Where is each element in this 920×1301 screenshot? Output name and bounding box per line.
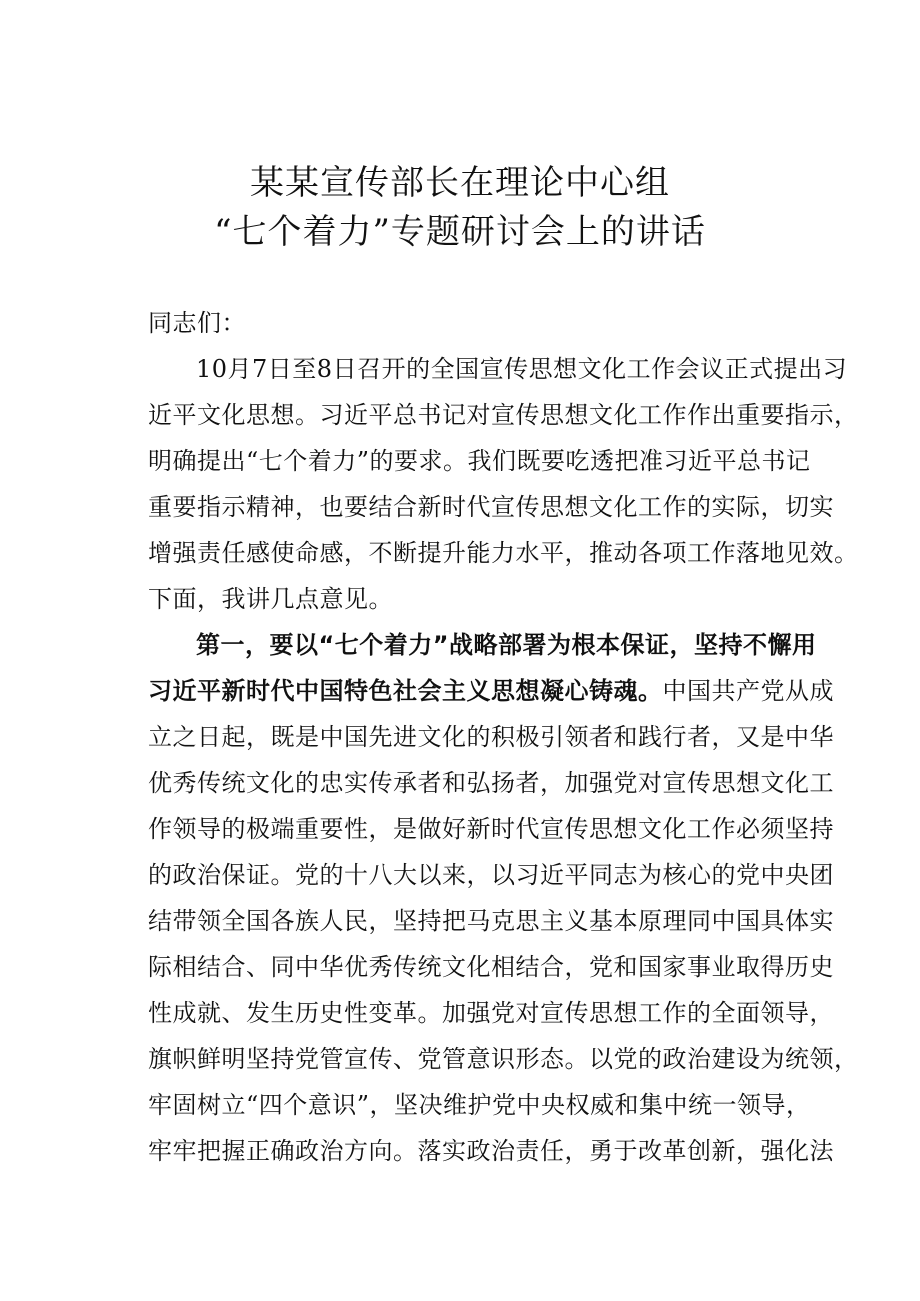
document-title-line-2: “七个着力”专题研讨会上的讲话 (214, 212, 706, 252)
paragraph-1-line: 10月7日至8日召开的全国宣传思想文化工作会议正式提出习 (196, 355, 848, 383)
salutation: 同志们： (148, 309, 246, 337)
paragraph-2-line: 结带领全国各族人民，坚持把马克思主义基本原理同中国具体实 (148, 907, 834, 935)
paragraph-2-line: 的政治保证。党的十八大以来，以习近平同志为核心的党中央团 (148, 861, 834, 889)
paragraph-2-heading-bold: 习近平新时代中国特色社会主义思想凝心铸魂。 (148, 677, 663, 705)
paragraph-1-line: 增强责任感使命感，不断提升能力水平，推动各项工作落地见效。 (148, 539, 859, 567)
paragraph-1-line: 下面，我讲几点意见。 (148, 585, 393, 613)
paragraph-1-line: 近平文化思想。习近平总书记对宣传思想文化工作作出重要指示， (148, 401, 859, 429)
paragraph-2-line: 旗帜鲜明坚持党管宣传、党管意识形态。以党的政治建设为统领， (148, 1045, 859, 1073)
paragraph-1-line: 重要指示精神，也要结合新时代宣传思想文化工作的实际，切实 (148, 493, 834, 521)
paragraph-2-text: 中国共产党从成 (662, 677, 834, 705)
paragraph-2-line: 际相结合、同中华优秀传统文化相结合，党和国家事业取得历史 (148, 953, 834, 981)
paragraph-2-line: 立之日起，既是中国先进文化的积极引领者和践行者，又是中华 (148, 723, 834, 751)
paragraph-2-line: 优秀传统文化的忠实传承者和弘扬者，加强党对宣传思想文化工 (148, 769, 834, 797)
paragraph-2-line: 性成就、发生历史性变革。加强党对宣传思想工作的全面领导， (148, 999, 834, 1027)
document-title-line-1: 某某宣传部长在理论中心组 (250, 163, 670, 203)
paragraph-1 (148, 346, 859, 622)
paragraph-2-heading-line (148, 622, 817, 668)
document-body (148, 300, 859, 1174)
paragraph-2-heading-line (148, 668, 834, 714)
paragraph-2-heading-bold: 第一，要以“七个着力”战略部署为根本保证，坚持不懈用 (196, 631, 817, 659)
paragraph-2-line: 作领导的极端重要性，是做好新时代宣传思想文化工作必须坚持 (148, 815, 834, 843)
paragraph-1-line: 明确提出“七个着力”的要求。我们既要吃透把准习近平总书记 (148, 447, 811, 475)
paragraph-2-line: 牢牢把握正确政治方向。落实政治责任，勇于改革创新，强化法 (148, 1137, 834, 1165)
paragraph-2-line: 牢固树立“四个意识”，坚决维护党中央权威和集中统一领导， (148, 1091, 811, 1119)
paragraph-2 (148, 622, 859, 1174)
